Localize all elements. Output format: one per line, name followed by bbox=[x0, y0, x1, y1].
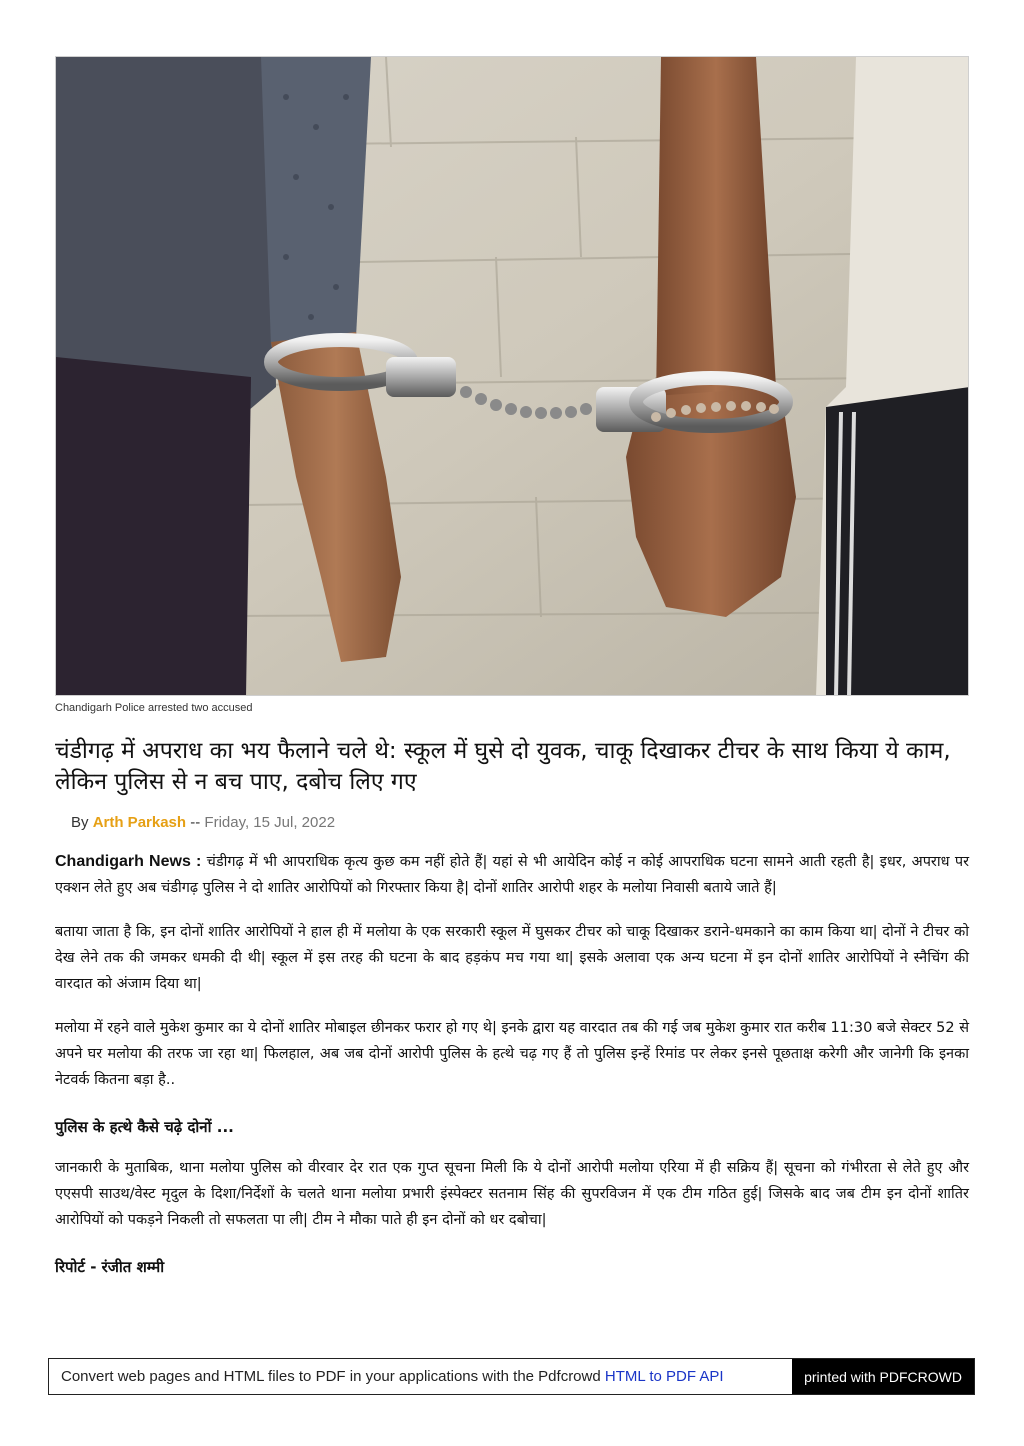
paragraph-2: बताया जाता है कि, इन दोनों शातिर आरोपियों ने हाल ही में मलोया के एक सरकारी स्कूल में घुसकर टीचर को चाकू दिखाकर डराने-धमकाने का काम किया था| दोनों ने टीचर को देख लेने तक की जमकर धमकी दी थी| स्कूल में इस तरह की घटना के बाद हड़कंप मच गया था| इसके अलावा एक अन्य घटना में इन दोनों शातिर आरोपियों ने स्नैचिंग की वारदात को अंजाम दिया था| bbox=[55, 924, 969, 992]
photo-caption: Chandigarh Police arrested two accused bbox=[55, 702, 253, 714]
article-page bbox=[55, 56, 969, 1277]
footer-message bbox=[49, 1368, 792, 1385]
report-credit: रिपोर्ट - रंजीत शम्मी bbox=[55, 1258, 165, 1276]
lead-label: Chandigarh News : bbox=[55, 853, 202, 870]
footer-message-text: Convert web pages and HTML files to PDF in your applications with the Pdfcrowd bbox=[61, 1368, 605, 1385]
pdfcrowd-brand: printed with PDFCROWD bbox=[792, 1359, 974, 1394]
paragraph-3: मलोया में रहने वाले मुकेश कुमार का ये दोनों शातिर मोबाइल छीनकर फरार हो गए थे| इनके द्वारा यह वारदात तब की गई जब मुकेश कुमार रात करीब 11:30 बजे सेक्टर 52 से अपने घर मलोया की तरफ जा रहा था| फिलहाल, अब जब दोनों आरोपी पुलिस के हत्थे चढ़ गए हैं तो पुलिस इन्हें रिमांड पर लेकर इनसे पूछताक्ष करेगी और जानेगी कि इनका नेटवर्क कितना बड़ा है.. bbox=[55, 1020, 969, 1088]
paragraph-1-text: चंडीगढ़ में भी आपराधिक कृत्य कुछ कम नहीं होते हैं| यहां से भी आयेदिन कोई न कोई आपराधिक घटना सामने आती रहती है| इधर, अपराध पर एक्शन लेते हुए अब चंडीगढ़ पुलिस ने दो शातिर आरोपियों को गिरफ्तार किया है| दोनों शातिर आरोपी शहर के मलोया निवासी बताये जाते हैं| bbox=[55, 854, 970, 896]
publish-date: Friday, 15 Jul, 2022 bbox=[204, 814, 336, 831]
html-to-pdf-link[interactable]: HTML to PDF API bbox=[604, 1368, 724, 1385]
author-link[interactable]: Arth Parkash bbox=[92, 814, 187, 831]
byline-separator: -- bbox=[190, 814, 201, 831]
paragraph-1 bbox=[55, 849, 969, 901]
byline-by: By bbox=[71, 814, 89, 831]
subheading: पुलिस के हत्थे कैसे चढ़े दोनों ... bbox=[55, 1118, 234, 1136]
article-headline: चंडीगढ़ में अपराध का भय फैलाने चले थे: स्कूल में घुसे दो युवक, चाकू दिखाकर टीचर के साथ किया ये काम, लेकिन पुलिस से न बच पाए, दबोच लिए गए bbox=[55, 738, 951, 795]
byline bbox=[71, 814, 969, 831]
article-photo bbox=[55, 56, 969, 696]
paragraph-4: जानकारी के मुताबिक, थाना मलोया पुलिस को वीरवार देर रात एक गुप्त सूचना मिली कि ये दोनों आरोपी मलोया एरिया में ही सक्रिय हैं| सूचना को गंभीरता से लेते हुए और एएसपी साउथ/वेस्ट मृदुल के दिशा/निर्देशों के चलते थाना मलोया प्रभारी इंस्पेक्टर सतनाम सिंह की सुपरविजन में एक टीम गठित हुई| जिसके बाद जब टीम इन दोनों शातिर आरोपियों को पकड़ने निकली तो सफलता पा ली| टीम ने मौका पाते ही इन दोनों को धर दबोचा| bbox=[55, 1160, 969, 1228]
pdf-footer bbox=[48, 1358, 975, 1395]
